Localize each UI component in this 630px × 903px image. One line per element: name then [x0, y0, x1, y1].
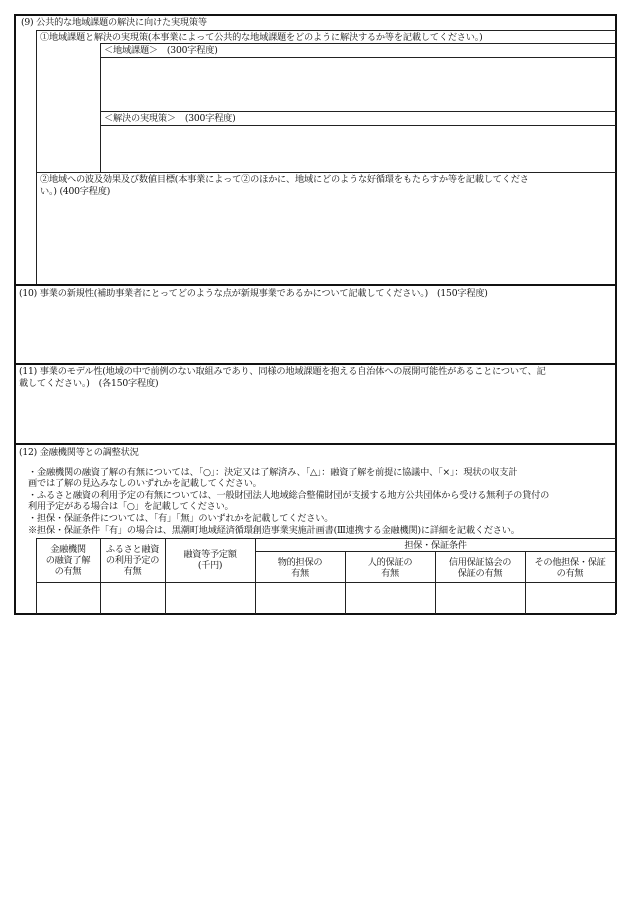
sec9-inner-left	[36, 30, 37, 284]
table-header-bottom	[36, 582, 616, 583]
sec9-title: (9) 公共的な地域課題の解決に向けた実現策等	[21, 17, 207, 28]
sec9-sub1-line	[100, 43, 616, 44]
col-butteki-header	[255, 557, 345, 579]
col2-l3: 有無	[123, 566, 142, 577]
frame-right	[615, 14, 617, 614]
sec12-note1-line1: ・金融機関の融資了解の有無については、「○」：決定又は了解済み、「△」：融資了解を前提に協議中、「×」：現状の収支計	[28, 467, 518, 478]
sec12-note2-line2: 利用予定がある場合は「○」を記載してください。	[28, 501, 234, 512]
hakyu-input[interactable]	[40, 200, 612, 280]
sec9-inner-top	[36, 30, 616, 31]
cell-butteki[interactable]	[257, 584, 344, 612]
chiiki-label: ＜地域課題＞ (300字程度)	[104, 45, 218, 56]
sec11-line2: 載してください。) (各150字程度)	[19, 378, 159, 389]
frame-left	[14, 14, 16, 614]
col-sonota-header	[525, 557, 615, 579]
sec12-note1-line2: 画では了解の見込みなしのいずれかを記載してください。	[28, 478, 262, 489]
sub3-l2: 保証の有無	[457, 568, 503, 579]
sec12-divider	[14, 443, 616, 445]
col-yushi-ryokai-header	[36, 544, 100, 577]
sec12-note2-line1: ・ふるさと融資の利用予定の有無については、一般財団法人地域総合整備財団が支援する地方公共団体から受ける無利子の貸付の	[28, 490, 550, 501]
chiiki-input[interactable]	[102, 58, 614, 110]
kaiketsu-label: ＜解決の実現策＞ (300字程度)	[104, 113, 236, 124]
chiiki-bottom	[100, 111, 616, 112]
sub2-l1: 人的保証の	[367, 557, 413, 568]
col-jinteki-header	[345, 557, 435, 579]
cell-jinteki[interactable]	[347, 584, 434, 612]
col3-l1: 融資等予定額	[183, 549, 237, 560]
col3-l2: (千円)	[197, 560, 223, 571]
sub2-l2: 有無	[381, 568, 399, 579]
sub3-l1: 信用保証協会の	[448, 557, 512, 568]
model-input[interactable]	[18, 392, 612, 440]
cell-yushi-ryokai[interactable]	[38, 584, 99, 612]
col1-l2: の融資了解	[45, 555, 91, 566]
col-yushi-gaku-header	[165, 549, 255, 571]
cell-furusato[interactable]	[102, 584, 164, 612]
sub1-l2: 有無	[291, 568, 309, 579]
sec11-divider	[14, 363, 616, 365]
sec10-divider	[14, 284, 616, 286]
sub1-l1: 物的担保の	[277, 557, 323, 568]
shinkisei-input[interactable]	[18, 302, 612, 360]
col-furusato-header	[100, 544, 165, 577]
kaiketsu-input[interactable]	[102, 126, 614, 171]
sec9-sub2-top	[36, 172, 616, 173]
sub4-l1: その他担保・保証	[534, 557, 606, 568]
col2-l1: ふるさと融資	[105, 544, 160, 555]
col-tanpo-group-header: 担保・保証条件	[404, 540, 467, 551]
sec9-sub1-title: ①地域課題と解決の実現策(本事業によって公共的な地域課題をどのように解決するか等を記載してください。)	[40, 32, 483, 43]
sec12-note4: ※担保・保証条件「有」の場合は、黒潮町地域経済循環創造事業実施計画書(Ⅲ連携する金融機関)に詳細を記載ください。	[28, 525, 520, 536]
col1-l1: 金融機関	[50, 544, 86, 555]
cell-sonota[interactable]	[527, 584, 614, 612]
col2-l2: の利用予定の	[105, 555, 160, 566]
cell-shinyo[interactable]	[437, 584, 524, 612]
sec12-note3: ・担保・保証条件については、「有」「無」のいずれかを記載してください。	[28, 513, 334, 524]
sec9-sub2-line2: い。) (400字程度)	[40, 186, 111, 197]
sec9-sub1-indent	[100, 43, 101, 172]
col1-l3: の有無	[54, 566, 82, 577]
sub4-l2: の有無	[556, 568, 584, 579]
sec9-sub2-line1: ②地域への波及効果及び数値目標(本事業によって②のほかに、地域にどのような好循環をもたらすか等を記載してくださ	[40, 174, 529, 185]
frame-top	[14, 14, 616, 16]
table-top	[36, 538, 616, 539]
sec10-title: (10) 事業の新規性(補助事業者にとってどのような点が新規事業であるかについて記載してください。) (150字程度)	[19, 288, 488, 299]
sec11-line1: (11) 事業のモデル性(地域の中で前例のない取組みであり、同様の地域課題を抱える自治体への展開可能性があることについて、記	[19, 366, 546, 377]
sec12-title: (12) 金融機関等との調整状況	[19, 447, 139, 458]
cell-yushi-gaku[interactable]	[167, 584, 254, 612]
col-shinyo-header	[435, 557, 525, 579]
